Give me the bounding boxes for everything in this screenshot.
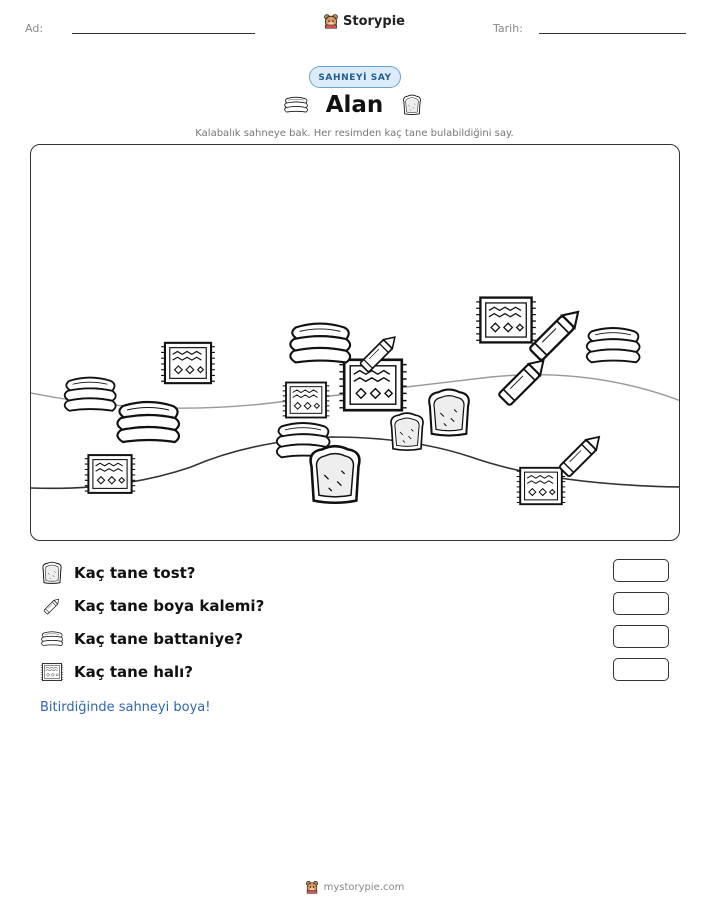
crayon-icon [529, 306, 584, 361]
toast-icon [40, 561, 64, 585]
counting-scene [30, 144, 680, 541]
rug-icon [476, 298, 536, 343]
outro-text: Bitirdiğinde sahneyi boya! [40, 700, 211, 715]
name-line[interactable] [72, 33, 255, 34]
footer-url[interactable]: mystorypie.com [323, 881, 405, 893]
rug-icon [161, 343, 215, 383]
rug-icon [283, 383, 330, 418]
answer-box-rug[interactable] [613, 658, 669, 681]
footer [0, 880, 709, 894]
question-row [40, 560, 196, 586]
brand-logo [323, 13, 405, 29]
blanket-icon [587, 328, 640, 362]
question-row [40, 626, 243, 652]
blanket-icon [290, 324, 350, 363]
scene-illustration [31, 145, 680, 541]
brand-name: Storypie [343, 13, 405, 29]
rug-icon [85, 455, 135, 493]
crayon-icon [559, 432, 604, 477]
crayon-icon [40, 594, 64, 618]
blanket-icon [65, 378, 116, 411]
answer-box-crayon[interactable] [613, 592, 669, 615]
blanket-icon [40, 630, 64, 648]
answer-box-blanket[interactable] [613, 625, 669, 648]
toast-icon [401, 94, 423, 116]
crayon-icon [498, 355, 549, 406]
page-title: Alan [325, 92, 384, 118]
date-label: Tarih: [493, 22, 523, 35]
bear-logo-icon [323, 13, 339, 29]
rug-icon [517, 468, 566, 504]
name-label: Ad: [25, 22, 44, 35]
question-text: Kaç tane tost? [74, 564, 196, 582]
date-line[interactable] [539, 33, 686, 34]
question-row [40, 659, 193, 685]
instructions: Kalabalık sahneye bak. Her resimden kaç tane bulabildiğini say. [195, 128, 514, 139]
answer-box-toast[interactable] [613, 559, 669, 582]
activity-badge: SAHNEYİ SAY [309, 66, 401, 88]
question-text: Kaç tane boya kalemi? [74, 597, 265, 615]
question-text: Kaç tane battaniye? [74, 630, 244, 648]
rug-icon [40, 661, 64, 683]
blanket-icon [117, 402, 179, 442]
toast-icon [311, 446, 360, 503]
toast-icon [391, 413, 423, 450]
question-text: Kaç tane halı? [74, 663, 194, 681]
toast-icon [429, 390, 469, 436]
question-row [40, 593, 264, 619]
bear-logo-icon [305, 880, 319, 894]
